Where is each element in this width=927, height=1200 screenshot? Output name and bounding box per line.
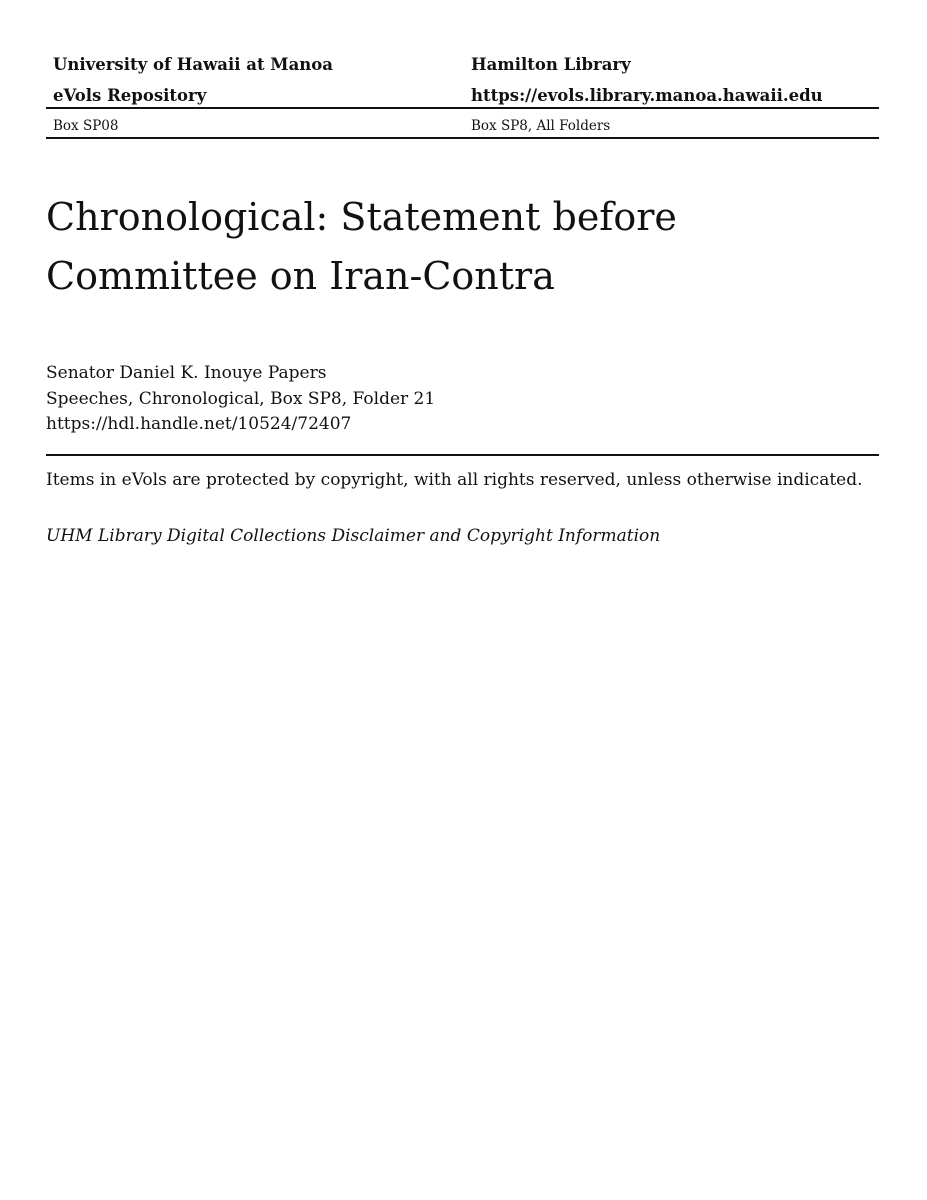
document-title-line-1: Chronological: Statement before <box>46 195 677 239</box>
library-name: Hamilton Library <box>471 55 631 74</box>
copyright-notice: Items in eVols are protected by copyright, with all rights reserved, unless otherwise indicated. <box>46 470 863 490</box>
header-row-3 <box>46 117 879 137</box>
header-divider-bottom <box>46 137 879 139</box>
repository-url-link[interactable]: https://evols.library.manoa.hawaii.edu <box>471 86 823 105</box>
disclaimer-link[interactable]: UHM Library Digital Collections Disclaimer and Copyright Information <box>46 526 661 546</box>
repository-name: eVols Repository <box>53 86 207 105</box>
handle-link[interactable]: https://hdl.handle.net/10524/72407 <box>46 414 352 434</box>
header-divider-top <box>46 107 879 109</box>
header-row-2 <box>46 85 879 116</box>
box-label-right: Box SP8, All Folders <box>471 118 611 134</box>
folder-location: Speeches, Chronological, Box SP8, Folder 21 <box>46 389 436 409</box>
footer-divider <box>46 454 879 456</box>
document-title <box>46 188 879 306</box>
box-label-left: Box SP08 <box>53 118 119 134</box>
header-row-1 <box>46 54 879 85</box>
collection-name: Senator Daniel K. Inouye Papers <box>46 363 327 383</box>
institution-name: University of Hawaii at Manoa <box>53 55 333 74</box>
document-title-line-2: Committee on Iran-Contra <box>46 254 555 298</box>
